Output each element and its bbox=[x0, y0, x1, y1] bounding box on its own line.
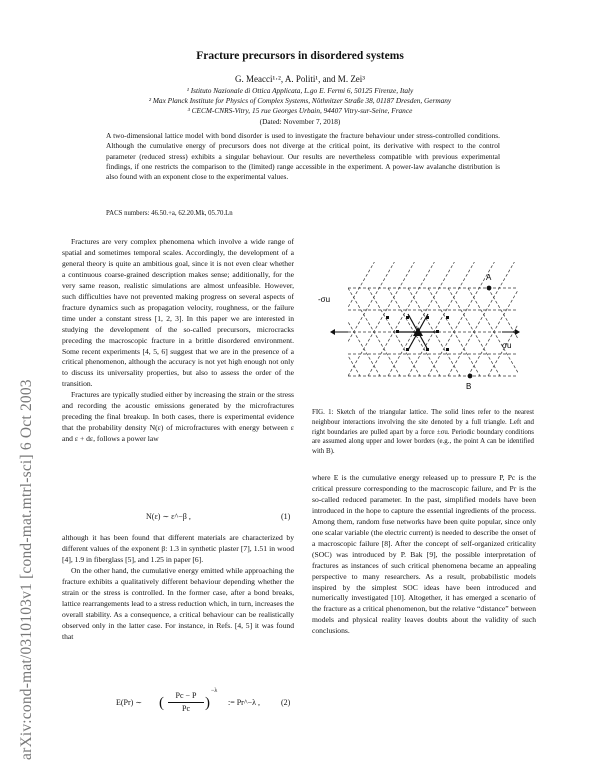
paragraph-models: where E is the cumulative energy released up to pressure P, Pc is the critical pressure corresponding to the macroscopic failure, and Pr is the so-called reduced parameter. In the past, simplified models have been introduced in the hope to capture the essential ingredients of the process. Among them, random fuse networks have been quite popular, since only one scalar variable (the electric current) is needed to describe the onset of a macroscopic failure [8]. After the concept of self-organized criticality (SOC) was introduced by P. Bak [9], the possible interpretation of fractures as instances of such critical phenomena became an appealing perspective to many researchers. As a result, probabilistic models inspired by the simplest SOC ideas have been introduced and numerically investigated [10]. Altogether, it has emerged a scenario of the fracture as a critical phenomenon, but the relative “distance” between models and physical reality leaves doubts about the validity of such conclusions. bbox=[312, 473, 536, 636]
arrow-left-head bbox=[330, 329, 335, 335]
affiliation-3: ³ CECM-CNRS-Vitry, 15 rue Georges Urbain, 94407 Vitry-sur-Seine, France bbox=[187, 106, 413, 115]
left-column-top bbox=[62, 237, 294, 445]
left-column-bottom bbox=[62, 533, 294, 643]
right-column bbox=[312, 473, 536, 637]
label-point-a: A bbox=[486, 273, 492, 282]
lattice-dashed-lines bbox=[318, 262, 530, 376]
paragraph-experiments: Fractures are typically studied either by increasing the strain or the stress and recording the acoustic emissions generated by the microfractures preceding the final breakup. In both cases, there is experimental evidence that the probability density N(ε) of microfractures with energy between ε and ε + dε, follows a power law bbox=[62, 390, 294, 444]
equation-2-paren-close: ) bbox=[205, 695, 210, 711]
paragraph-cumulative: On the other hand, the cumulative energy emitted while approaching the fracture exhibits a qualitatively different behaviour depending whether the strain or the stress is controlled. In the former case, after a bond breaks, lattice rearrangements lead to a stress reduction which, in turn, increases the overall stability. As a consequence, a critical behaviour can be realistically observed only in the latter case. For instance, in Refs. [4, 5] it was found that bbox=[62, 565, 294, 641]
label-point-b: B bbox=[466, 382, 472, 391]
paragraph-intro: Fractures are very complex phenomena which involve a wide range of spatial and sometimes temporal scales. Accordingly, the development of a general theory is quite an ambitious goal, since it is not even clear whether a continuous coarse-grained description makes sense; additionally, for the very same reason, realistic simulations are almost unfeasible. However, such difficulties have not prevented making progress on several aspects of fracture dynamics such as propagation velocity, roughness, or the failure time under a constant stress [1, 2, 3]. In this paper we are interested in studying the development of the so-called precursors, microcracks preceding the macroscopic fracture in a brittle disordered environment. Some recent experiments [4, 5, 6] suggest that we are in the presence of a critical phenomenon, although the accuracy is not yet high enough not only to discuss its universality properties, but also to assess the order of the transition. bbox=[62, 237, 294, 389]
equation-1: N(ε) ∼ ε^−β , bbox=[146, 512, 191, 521]
arxiv-identifier: arXiv:cond-mat/0310103v1 [cond-mat.mtrl-sci] 6 Oct 2003 bbox=[18, 379, 35, 760]
point-b-marker bbox=[468, 374, 473, 379]
figure-1-caption: FIG. 1: Sketch of the triangular lattice. The solid lines refer to the nearest neighbour interactions involving the site denoted by a full triangle. Left and right boundaries are pulled apart by a force ±σu. Periodic boundary conditions are assumed along upper and lower borders (e.g., the point A can be identified with B). bbox=[312, 409, 534, 456]
pacs-numbers: PACS numbers: 46.50.+a, 62.20.Mk, 05.70.Ln bbox=[106, 210, 233, 217]
equation-2 bbox=[116, 690, 296, 716]
equation-1-number: (1) bbox=[281, 512, 291, 521]
equation-2-fraction-bar bbox=[168, 702, 204, 703]
affiliation-1: ¹ Istituto Nazionale di Ottica Applicata, L.go E. Fermi 6, 50125 Firenze, Italy bbox=[186, 86, 414, 95]
triangular-lattice-figure bbox=[318, 262, 530, 392]
paragraph-exponents: although it has been found that different materials are characterized by different values of the exponent β: 1.3 in synthetic plaster [7], 1.51 in wood [4], 1.9 in fiberglass [5], and 1.25 in paper [6]. bbox=[62, 533, 294, 564]
label-sigma-left: -σu bbox=[318, 295, 331, 304]
label-sigma-right: σu bbox=[502, 341, 512, 350]
equation-2-denominator: Pc bbox=[182, 704, 190, 713]
equation-2-rhs: := Pr^−λ , bbox=[228, 698, 260, 707]
date-line: (Dated: November 7, 2018) bbox=[259, 117, 341, 126]
equation-2-numerator: Pc − P bbox=[175, 691, 197, 700]
arrow-right-head bbox=[515, 329, 520, 335]
affiliation-2: ² Max Planck Institute for Physics of Complex Systems, Nöthnitzer Straße 38, 01187 Dresden, Germany bbox=[148, 96, 452, 105]
equation-2-lhs: E(Pr) ∼ bbox=[116, 698, 143, 707]
equation-2-number: (2) bbox=[281, 698, 291, 707]
equation-2-exponent: −λ bbox=[211, 688, 218, 694]
authors: G. Meacci¹·², A. Politi¹, and M. Zei³ bbox=[234, 74, 366, 84]
equation-2-paren-open: ( bbox=[159, 695, 164, 711]
paper-title: Fracture precursors in disordered systems bbox=[196, 50, 404, 62]
point-a-marker bbox=[487, 286, 492, 291]
abstract: A two-dimensional lattice model with bond disorder is used to investigate the fracture behaviour under stress-controlled conditions. Although the cumulative energy of precursors does not diverge at the critical point, its derivative with respect to the control parameter (reduced stress) exhibits a singular behaviour. Our results are nevertheless compatible with previous experimental findings, if one restricts the comparison to the (limited) range accessible in the experiment. A power-law avalanche distribution is also found with an exponent close to the experimental values. bbox=[106, 131, 500, 182]
